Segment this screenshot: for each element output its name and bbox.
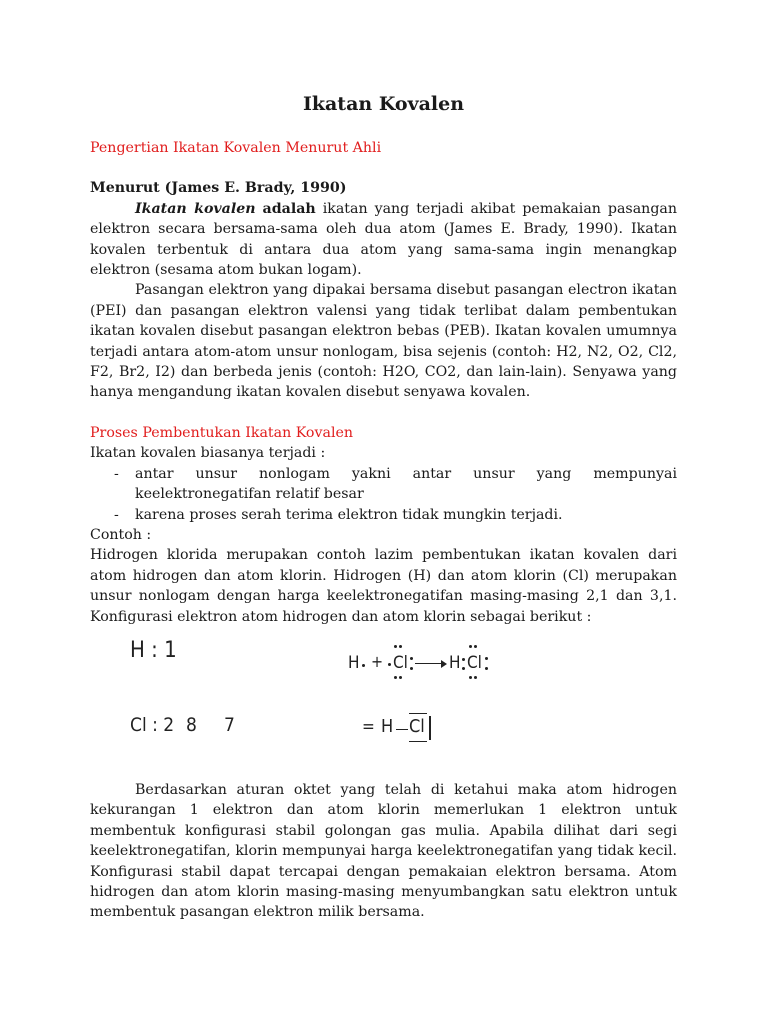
cl-product-dot (469, 645, 472, 648)
cl-electron-dot (394, 676, 397, 679)
cl-structure-symbol: Cl (409, 715, 425, 737)
cl-product-symbol: Cl (467, 652, 482, 673)
h-product-symbol: H (449, 652, 461, 673)
cl-product-dot (485, 657, 488, 660)
equals-sign: = (362, 716, 375, 737)
definition-text: ikatan yang terjadi akibat pemakaian pasangan elektron secara bersama-sama oleh dua atom (James E. Brady, 1990). Ikatan kovalen terbentuk di antara dua atom yang sama-sama ingin menangkap elektron (sesama atom bukan logam). (90, 200, 677, 279)
paragraph-definition (90, 199, 677, 281)
cl-product-dot (469, 676, 472, 679)
page-title: Ikatan Kovalen (302, 93, 465, 115)
section-heading-pengertian: Pengertian Ikatan Kovalen Menurut Ahli (90, 140, 382, 156)
paragraph-example: Hidrogen klorida merupakan contoh lazim pembentukan ikatan kovalen dari atom hidrogen dan atom klorin. Hidrogen (H) dan atom klorin (Cl) merupakan unsur nonlogam dengan harga keelektronegatifan masing-masing 2,1 dan 3,1. Konfigurasi elektron atom hidrogen dan atom klorin sebagai berikut : (90, 547, 677, 625)
bullet-dash: - (114, 465, 119, 482)
bullet-dash: - (114, 506, 119, 523)
plus-sign: + (371, 651, 384, 671)
proses-intro: Ikatan kovalen biasanya terjadi : (90, 445, 326, 462)
h-configuration: H : 1 (130, 637, 177, 663)
cl-atom-symbol: Cl (393, 652, 408, 673)
proses-list (90, 464, 677, 525)
cl-electron-dot (399, 676, 402, 679)
h-structure-symbol: H (381, 715, 394, 737)
contoh-label: Contoh : (90, 526, 152, 543)
section-heading-proses: Proses Pembentukan Ikatan Kovalen (90, 424, 354, 441)
cl-configuration-8: 8 (186, 713, 197, 736)
h-atom-symbol: H (348, 652, 360, 673)
lone-pair-line-bottom (409, 741, 427, 743)
source-heading: Menurut (James E. Brady, 1990) (90, 180, 347, 197)
cl-electron-dot (388, 663, 391, 666)
shared-electron-dot (462, 658, 465, 661)
h-electron-dot (362, 664, 365, 667)
cl-configuration-7: 7 (224, 713, 235, 736)
cl-electron-dot (399, 645, 402, 648)
paragraph-oktet: Berdasarkan aturan oktet yang telah di ketahui maka atom hidrogen kekurangan 1 elektron dan atom klorin memerlukan 1 elektron untuk membentuk konfigurasi stabil golongan gas mulia. Apabila dilihat dari segi keelektronegatifan, klorin mempunyai harga keelektronegatifan yang tidak kecil. Konfigurasi stabil dapat tercapai dengan pemakaian elektron bersama. Atom hidrogen dan atom klorin masing-masing menyumbangkan satu elektron untuk membentuk pasangan elektron milik bersama. (90, 781, 677, 921)
paragraph-pei-peb: Pasangan elektron yang dipakai bersama disebut pasangan electron ikatan (PEI) dan pasangan elektron valensi yang tidak terlibat dalam pembentukan ikatan kovalen disebut pasangan elektron bebas (PEB). Ikatan kovalen umumnya terjadi antara atom-atom unsur nonlogam, bisa sejenis (contoh: H2, N2, O2, Cl2, F2, Br2, I2) dan berbeda jenis (contoh: H2O, CO2, dan lain-lain). Senyawa yang hanya mengandung ikatan kovalen disebut senyawa kovalen. (90, 282, 677, 401)
covalent-bond-line (396, 729, 408, 731)
lone-pair-line-right (429, 716, 431, 740)
document-content (90, 90, 677, 923)
cl-configuration-label: Cl : 2 (130, 713, 175, 736)
shared-electron-dot (462, 667, 465, 670)
reaction-arrowhead (441, 660, 447, 668)
list-item: - karena proses serah terima elektron tidak mungkin terjadi. (90, 505, 677, 525)
lone-pair-line-top (409, 713, 427, 715)
term-adalah: adalah (262, 200, 316, 217)
electron-configuration-diagram (90, 635, 677, 770)
cl-product-dot (485, 667, 488, 670)
cl-product-dot (474, 645, 477, 648)
list-item: - antar unsur nonlogam yakni antar unsur yang mempunyai keelektronegatifan relatif besar (114, 465, 677, 503)
term-ikatan-kovalen: Ikatan kovalen (135, 200, 256, 217)
cl-electron-dot (394, 645, 397, 648)
cl-electron-dot (410, 657, 413, 660)
cl-product-dot (474, 676, 477, 679)
reaction-arrow-shaft (415, 663, 443, 664)
cl-electron-dot (410, 667, 413, 670)
